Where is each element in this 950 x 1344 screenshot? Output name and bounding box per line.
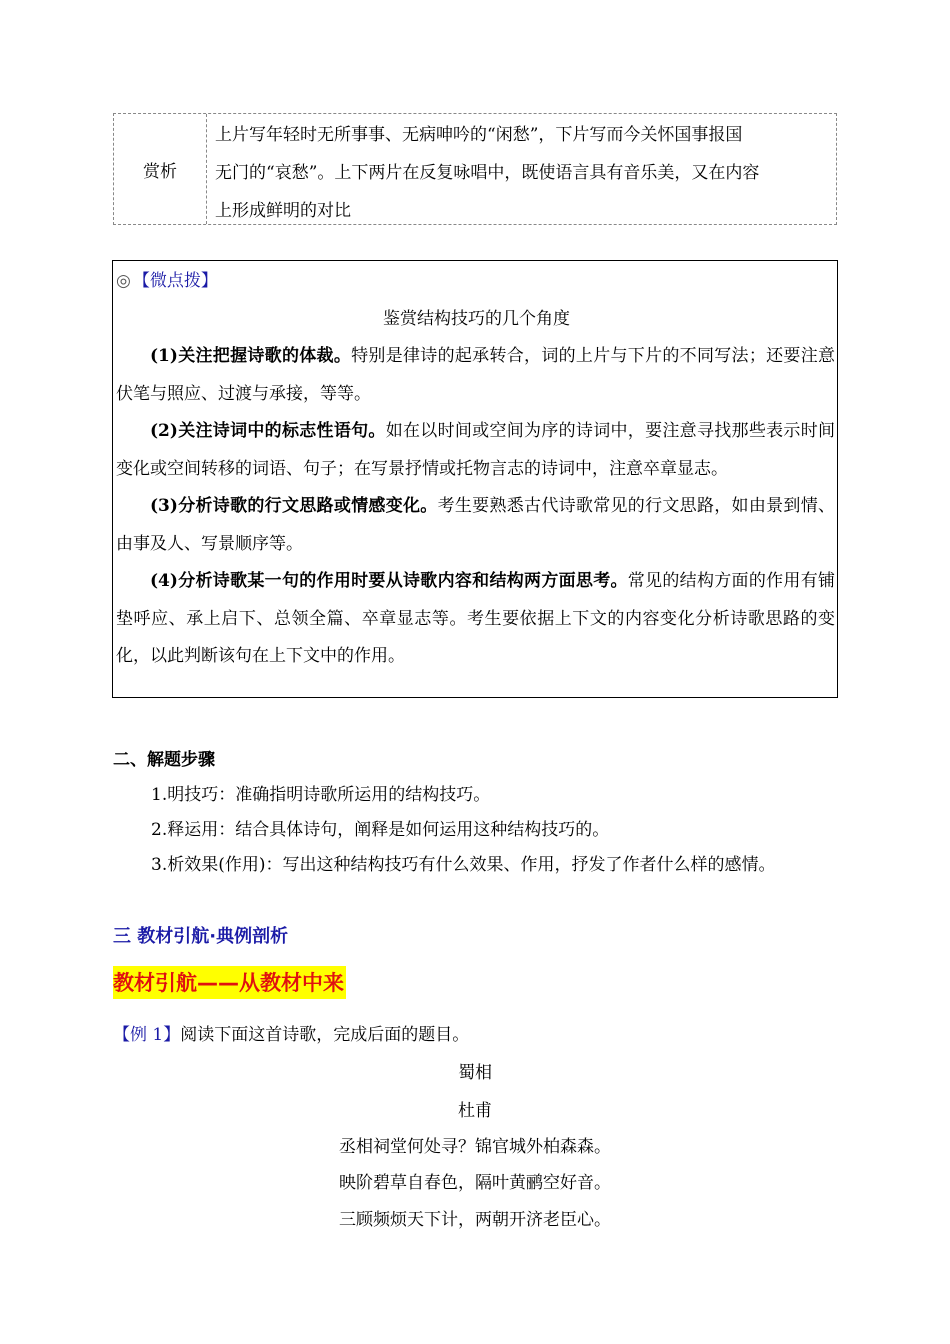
tip-item [116, 488, 837, 563]
tip-item-bold: (2)关注诗词中的标志性语句。 [150, 421, 386, 441]
tip-item-text: 考生要熟悉古代诗歌常见的行文思路，如由景到情、由事及人、写景顺序等。 [116, 496, 836, 554]
appreciation-line: 无门的“哀愁”。上下两片在反复咏唱中，既使语言具有音乐美，又在内容 [215, 163, 760, 183]
appreciation-line: 上片写年轻时无所事事、无病呻吟的“闲愁”，下片写而今关怀国事报国 [215, 125, 743, 145]
target-icon: ◎ [116, 271, 131, 291]
poem-author: 杜甫 [458, 1101, 492, 1121]
tip-item-text: 如在以时间或空间为序的诗词中，要注意寻找那些表示时间变化或空间转移的词语、句子；在写景抒情或托物言志的诗词中，注意卒章显志。 [116, 421, 836, 479]
poem-line: 三顾频烦天下计，两朝开济老臣心。 [339, 1210, 611, 1230]
steps-heading: 二、解题步骤 [113, 750, 215, 770]
tip-title: 鉴赏结构技巧的几个角度 [383, 308, 570, 329]
appreciation-content [207, 114, 836, 224]
appreciation-table [113, 113, 837, 225]
step-item: 1.明技巧：准确指明诗歌所运用的结构技巧。 [151, 785, 491, 805]
step-item: 2.释运用：结合具体诗句，阐释是如何运用这种结构技巧的。 [151, 820, 610, 840]
tip-item-bold: (4)分析诗歌某一句的作用时要从诗歌内容和结构两方面思考。 [150, 571, 628, 591]
tip-item [116, 338, 837, 413]
appreciation-line: 上形成鲜明的对比 [215, 201, 351, 221]
poem-line: 映阶碧草自春色，隔叶黄鹂空好音。 [339, 1173, 611, 1193]
poem-line: 丞相祠堂何处寻？锦官城外柏森森。 [339, 1137, 611, 1157]
tip-item [116, 563, 837, 676]
tip-header-label: 【微点拨】 [132, 271, 218, 291]
step-item: 3.析效果(作用)：写出这种结构技巧有什么效果、作用，抒发了作者什么样的感情。 [151, 855, 776, 875]
tip-item-text: 常见的结构方面的作用有铺垫呼应、承上启下、总领全篇、卒章显志等。考生要依据上下文的内容变化分析诗歌思路的变化，以此判断该句在上下文中的作用。 [116, 571, 836, 666]
tip-item-bold: (3)分析诗歌的行文思路或情感变化。 [150, 496, 438, 516]
tip-item [116, 413, 837, 488]
tip-item-text: 特别是律诗的起承转合，词的上片与下片的不同写法；还要注意伏笔与照应、过渡与承接，等等。 [116, 346, 835, 404]
highlight-heading: 教材引航——从教材中来 [113, 966, 346, 999]
example-tag: 【例 1】 [113, 1025, 181, 1045]
tip-header [116, 263, 837, 301]
tip-box [112, 260, 838, 698]
tip-item-bold: (1)关注把握诗歌的体裁。 [150, 346, 352, 366]
example-prompt [113, 1020, 469, 1045]
example-text: 阅读下面这首诗歌，完成后面的题目。 [180, 1025, 470, 1045]
poem-title: 蜀相 [458, 1063, 492, 1083]
section-three-heading: 三 教材引航·典例剖析 [113, 926, 289, 947]
appreciation-label: 赏析 [114, 114, 207, 224]
